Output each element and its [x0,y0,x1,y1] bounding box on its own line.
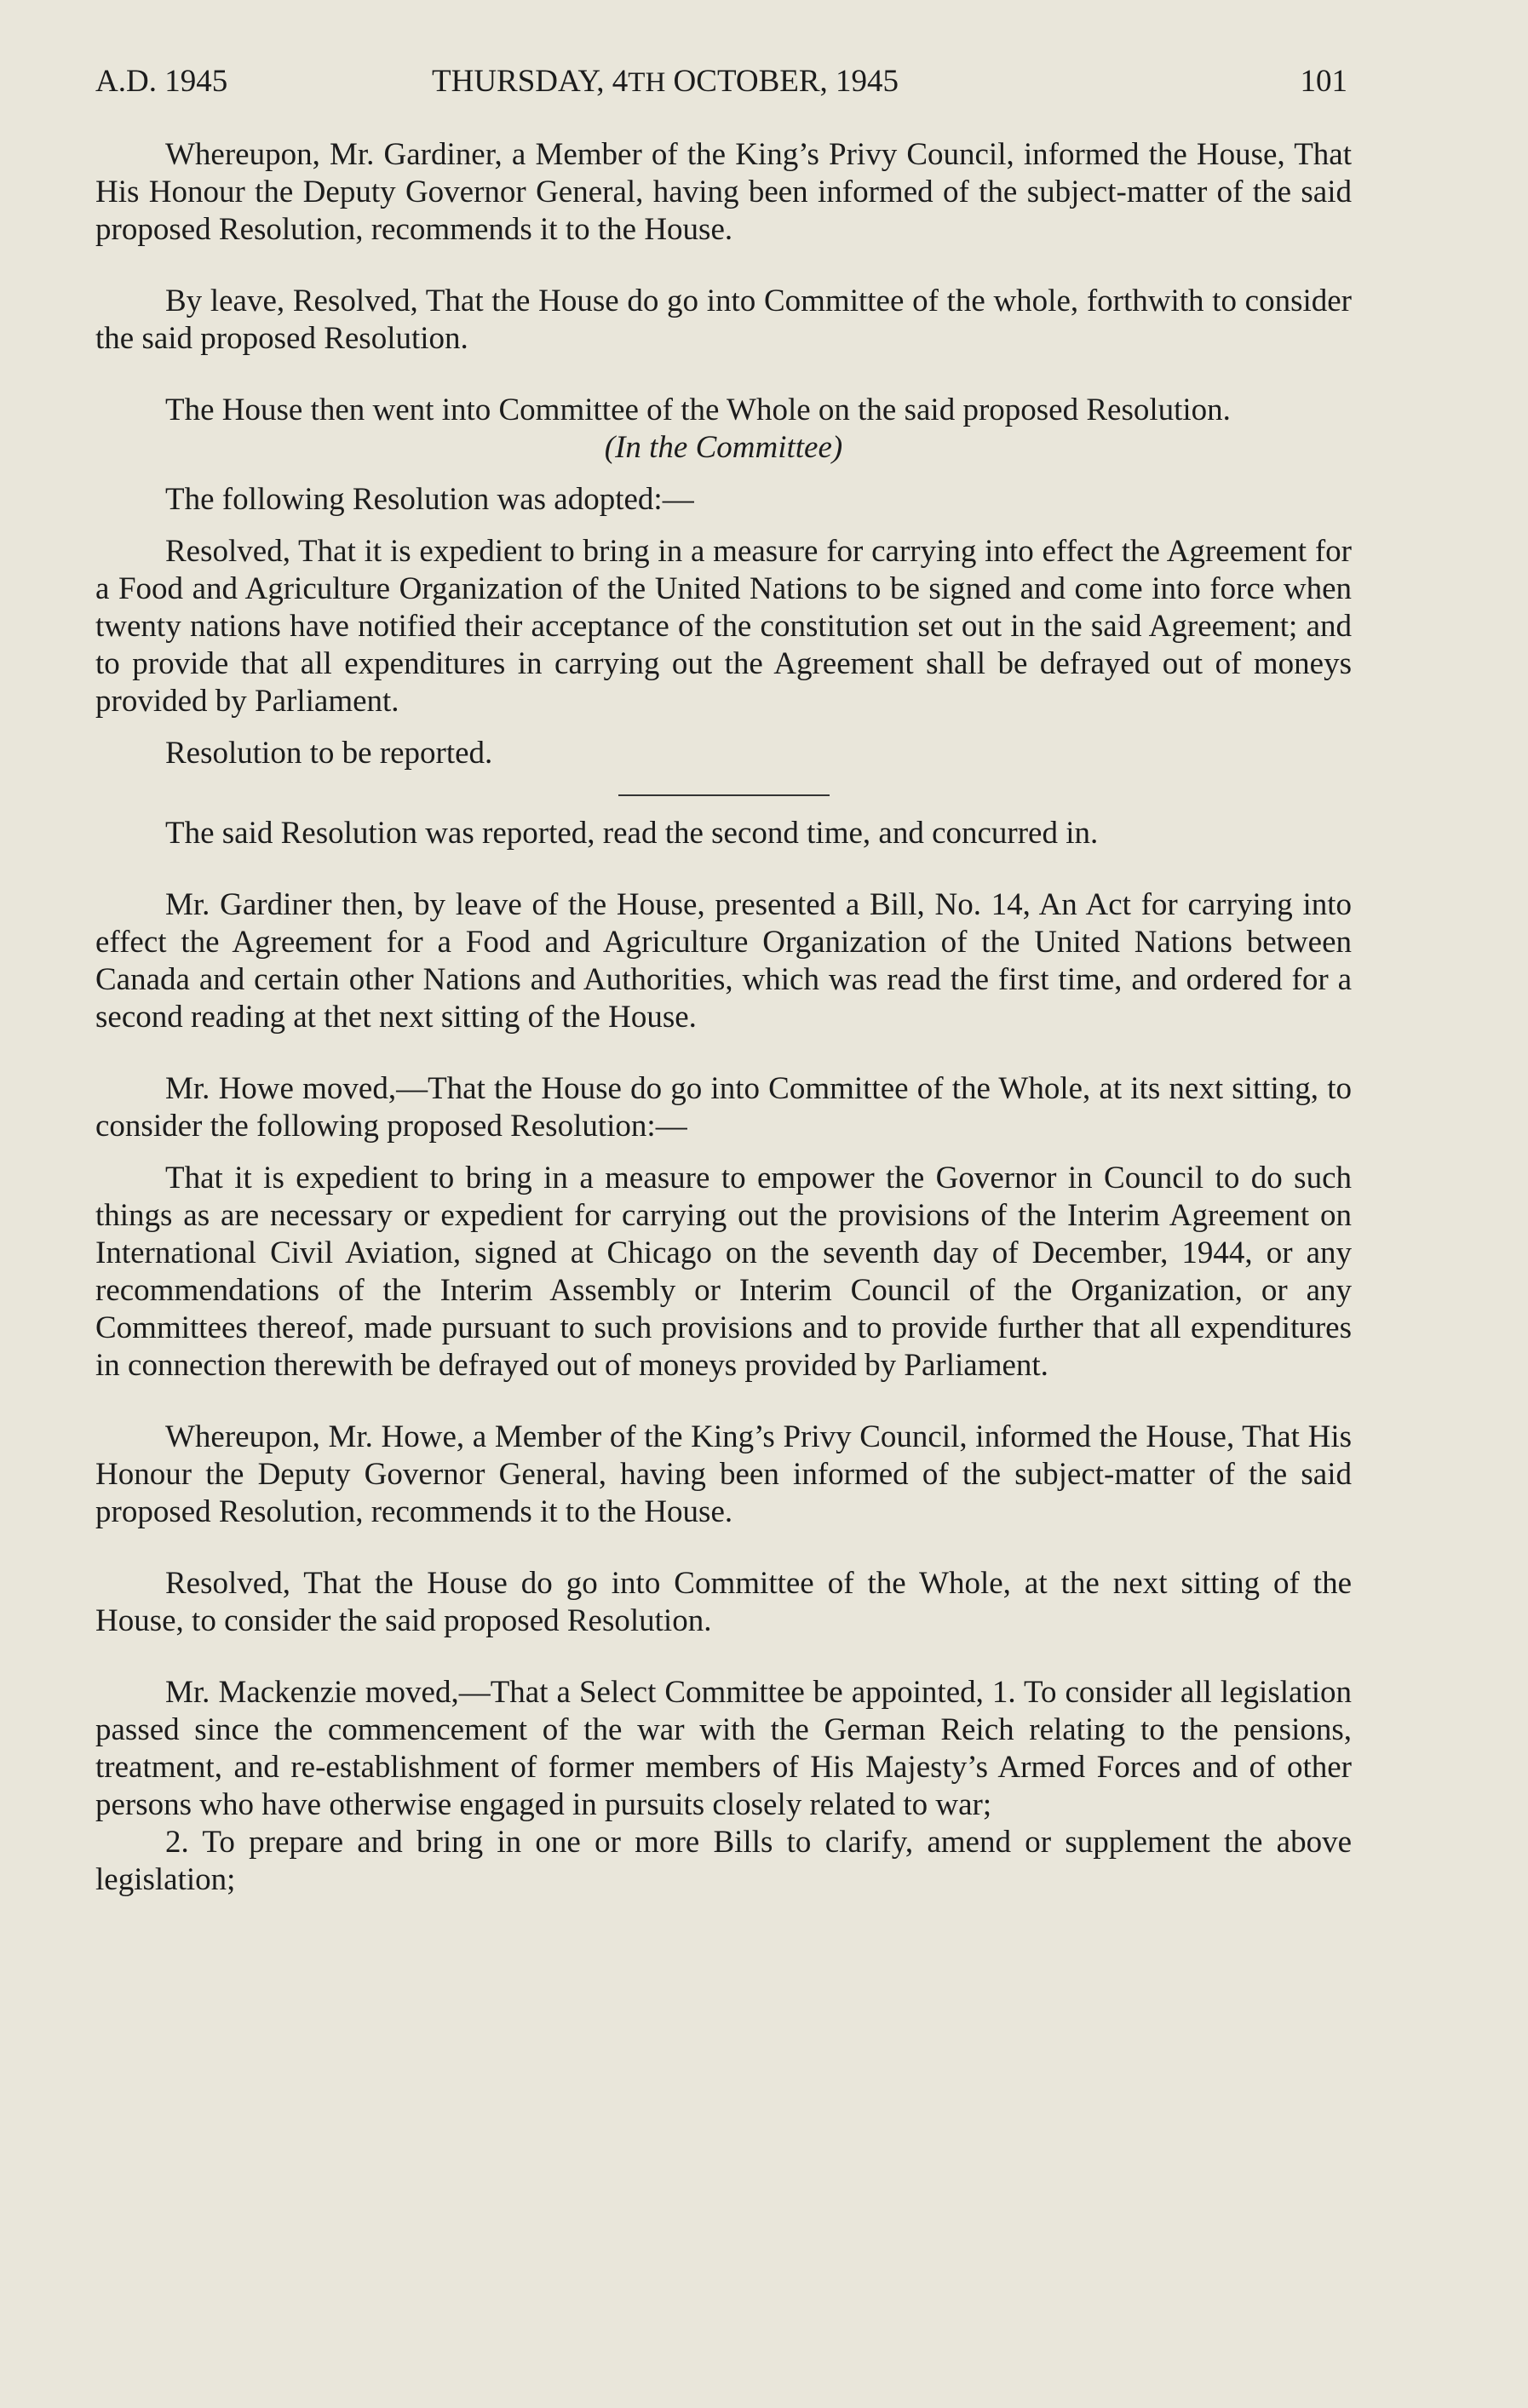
header-date-ordinal: TH [628,67,666,98]
paragraph: Resolved, That it is expedient to bring in a measure for carrying into effect the Agreement for a Food and Agriculture Organization of the United Nations to be signed and come into force when twenty nations have notified their acceptance of the constitution set out in the said Agreement; and to provide that all expenditures in carrying out the Agreement shall be defrayed out of moneys provided by Parliament. [95,534,1352,719]
paragraph: Resolution to be reported. [165,736,493,771]
section-subheading: (In the Committee) [604,430,843,465]
paragraph: Mr. Howe moved,—That the House do go into Committee of the Whole, at its next sitting, to consider the following proposed Resolution:— [95,1071,1352,1144]
document-body [95,136,1352,1899]
paragraph: Mr. Mackenzie moved,—That a Select Committee be appointed, 1. To consider all legislation passed since the commencement of the war with the German Reich relating to the pensions, treatment, and re-establishment of former members of His Majesty’s Armed Forces and of other persons who have otherwise engaged in pursuits closely related to war; [95,1675,1352,1822]
paragraph: Whereupon, Mr. Gardiner, a Member of the King’s Privy Council, informed the House, That His Honour the Deputy Governor General, having been informed of the subject-matter of the said proposed Resolution, recommends it to the House. [95,137,1352,247]
paragraph: The House then went into Committee of the Whole on the said proposed Resolution. [165,393,1231,427]
header-date-prefix: THURSDAY, 4 [432,64,629,99]
page-header [95,63,1347,106]
paragraph: Whereupon, Mr. Howe, a Member of the King’s Privy Council, informed the House, That His Honour the Deputy Governor General, having been informed of the subject-matter of the said proposed Resolution, recommends it to the House. [95,1419,1352,1529]
page-number: 101 [1300,64,1347,99]
header-year: A.D. 1945 [95,64,228,99]
header-date-suffix: OCTOBER, 1945 [665,64,899,99]
paragraph: Resolved, That the House do go into Committee of the Whole, at the next sitting of the House, to consider the said proposed Resolution. [95,1566,1352,1638]
paragraph: 2. To prepare and bring in one or more Bills to clarify, amend or supplement the above legislation; [95,1825,1352,1897]
section-divider [618,794,830,796]
header-date [432,63,899,100]
paragraph: Mr. Gardiner then, by leave of the House, presented a Bill, No. 14, An Act for carrying into effect the Agreement for a Food and Agriculture Organization of the United Nations between Canada and certain other Nations and Authorities, which was read the first time, and ordered for a second reading at thet next sitting of the House. [95,887,1352,1035]
paragraph: The said Resolution was reported, read the second time, and concurred in. [165,816,1099,851]
paragraph: By leave, Resolved, That the House do go into Committee of the whole, forthwith to consider the said proposed Resolution. [95,284,1352,356]
paragraph: That it is expedient to bring in a measure to empower the Governor in Council to do such things as are necessary or expedient for carrying out the provisions of the Interim Agreement on International Civil Aviation, signed at Chicago on the seventh day of December, 1944, or any recommendations of the Interim Assembly or Interim Council of the Organization, or any Committees thereof, made pursuant to such provisions and to provide further that all expenditures in connection therewith be defrayed out of moneys provided by Parliament. [95,1161,1352,1383]
paragraph: The following Resolution was adopted:— [165,482,694,517]
